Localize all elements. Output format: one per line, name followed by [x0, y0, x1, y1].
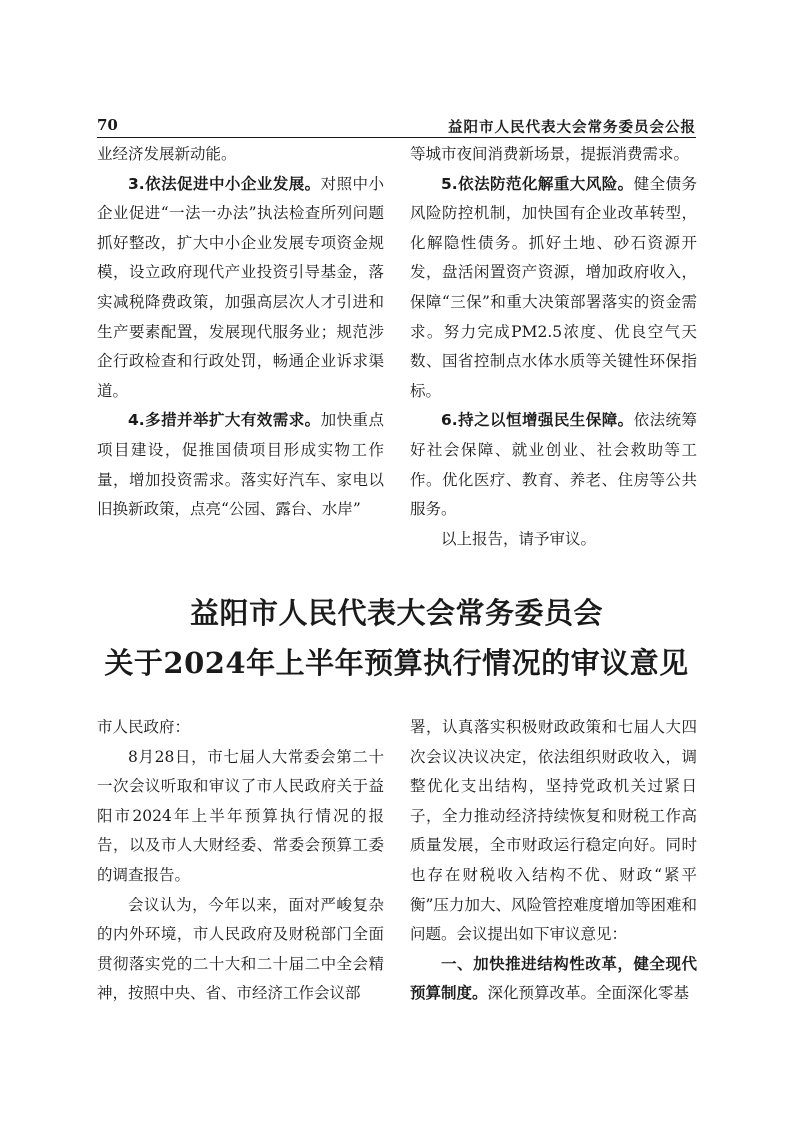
paragraph-body: 健全债务风险防控机制，加快国有企业改革转型，化解隐性债务。抓好土地、砂石资源开发，盘活闲置资产资源，增加政府收入，保障“三保”和重大决策部署落实的资金需求。努力完成PM2.5浓度、优良空气天数、国省控制点水体水质等关键性环保指标。 — [410, 174, 697, 400]
lower-right-column — [410, 713, 697, 1009]
paragraph-body: 加快重点项目建设，促推国债项目形成实物工作量，增加投资需求。落实好汽车、家电以旧换新政策，点亮“公园、露台、水岸” — [97, 411, 384, 519]
header-rule — [97, 137, 696, 138]
page-header — [97, 116, 696, 136]
page-number: 70 — [97, 116, 118, 134]
closing-line: 以上报告，请予审议。 — [441, 529, 597, 548]
section-heading: 3.依法促进中小企业发展。 — [128, 174, 321, 193]
paragraph — [410, 170, 697, 407]
upper-right-column — [410, 140, 697, 554]
paragraph: 业经济发展新动能。 — [97, 145, 237, 163]
journal-title: 益阳市人民代表大会常务委员会公报 — [448, 119, 696, 136]
paragraph — [410, 406, 697, 524]
paragraph-body: 依法统筹好社会保障、就业创业、社会救助等工作。优化医疗、教育、养老、住房等公共服务。 — [410, 411, 697, 519]
section-heading: 4.多措并举扩大有效需求。 — [128, 411, 321, 430]
paragraph: 8月28日，市七届人大常委会第二十一次会议听取和审议了市人民政府关于益阳市2024年上半年预算执行情况的报告，以及市人大财经委、常委会预算工委的调查报告。 — [97, 747, 384, 884]
lower-left-column — [97, 713, 384, 1009]
paragraph — [97, 406, 384, 524]
paragraph — [410, 950, 697, 1009]
section-heading: 5.依法防范化解重大风险。 — [441, 174, 634, 193]
paragraph-body: 深化预算改革。全面深化零基 — [487, 984, 690, 1003]
section-heading: 一、加快推进结构性改革，健全现代预算制度。 — [410, 954, 697, 1003]
paragraph: 署，认真落实积极财政政策和七届人大四次会议决议决定，依法组织财政收入，调整优化支出结构，坚持党政机关过紧日子，全力推动经济持续恢复和财税工作高质量发展，全市财政运行稳定向好。同时也存在财税收入结构不优、财政“紧平衡”压力加大、风险管控难度增加等困难和问题。会议提出如下审议意见： — [410, 718, 697, 944]
paragraph: 等城市夜间消费新场景，提振消费需求。 — [410, 145, 690, 163]
section-heading: 6.持之以恒增强民生保障。 — [441, 411, 634, 430]
document-title-line-1: 益阳市人民代表大会常务委员会 — [189, 596, 603, 630]
document-title-line-2: 关于2024年上半年预算执行情况的审议意见 — [104, 646, 689, 680]
paragraph-body: 对照中小企业促进“一法一办法”执法检查所列问题抓好整改，扩大中小企业发展专项资金规模，设立政府现代产业投资引导基金，落实减税降费政策，加强高层次人才引进和生产要素配置，发展现代服务业；规范涉企行政检查和行政处罚，畅通企业诉求渠道。 — [97, 174, 384, 400]
paragraph: 会议认为，今年以来，面对严峻复杂的内外环境，市人民政府及财税部门全面贯彻落实党的二十大和二十届二中全会精神，按照中央、省、市经济工作会议部 — [97, 895, 384, 1003]
paragraph — [97, 170, 384, 407]
salutation: 市人民政府： — [97, 718, 191, 736]
upper-left-column — [97, 140, 384, 525]
